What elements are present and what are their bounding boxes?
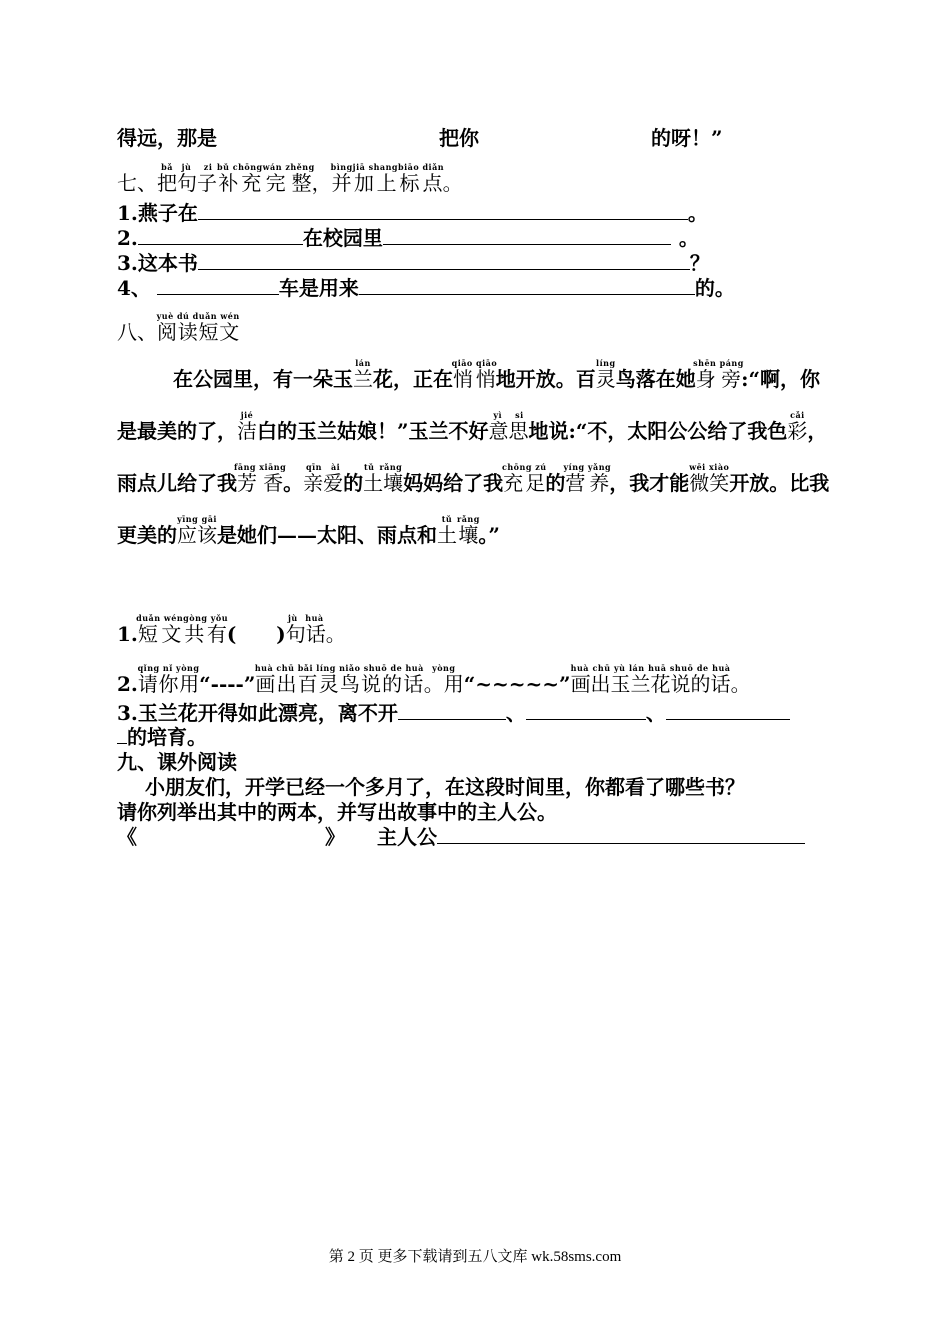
section-9-text-2: 请你列举出其中的两本，并写出故事中的主人公。 xyxy=(117,800,557,824)
answer-blank[interactable] xyxy=(138,226,303,245)
answer-blank[interactable] xyxy=(359,276,695,295)
answer-blank[interactable] xyxy=(198,201,688,220)
reading-passage: 在公园里，有一朵玉兰lán花，正在悄悄qiāo qiāo地开放。百灵líng鸟落在她身旁shēn páng:“啊，你是最美的了，洁jié白的玉兰姑娘！”玉兰不好意思yì si地说:“不，太阳公公给了我色彩cǎi，雨点儿给了我芳香fāng xiāng。亲爱qīn ài的土壤tǔ rǎng妈妈给了我充足chōng zú的营养yíng yǎng，我才能微笑wēi xiào开放。比我更美的应该yīng gāi是她们——太阳、雨点和土tǔ壤rǎng。” xyxy=(117,358,830,547)
question-7-3: 3.这本书 ？ xyxy=(117,251,710,275)
answer-blank[interactable] xyxy=(383,226,671,245)
answer-blank[interactable] xyxy=(666,701,790,720)
answer-blank[interactable] xyxy=(398,701,506,720)
section-8-heading: 八、阅读短文yuè dú duǎn wén xyxy=(117,311,240,344)
answer-blank[interactable] xyxy=(157,276,279,295)
section-9-text-1: 小朋友们，开学已经一个多月了，在这段时间里，你都看了哪些书？ xyxy=(145,775,745,799)
section-7-heading: 七、把bǎ句子jù zi补充bǔ chōng完整wán zhěng，并bìng加上jiā shang标点biāo diǎn。 xyxy=(117,162,463,195)
ruby-word: 把bǎ xyxy=(157,162,177,195)
question-8-2: 2.请你用qǐng nǐ yòng“----”画出百灵鸟说的话huà chū bǎi líng niǎo shuō de huà。用yòng“~~~~~”画出玉兰花说的话huà chū yù lán huā shuō de huà。 xyxy=(117,663,751,696)
answer-blank[interactable] xyxy=(198,251,690,270)
answer-blank[interactable] xyxy=(437,825,805,844)
question-7-1: 1.燕子在 。 xyxy=(117,201,708,225)
continuation-line: 得远，那是 把你 的呀！” xyxy=(117,126,723,150)
book-answer-line: 《 》 主人公 xyxy=(117,824,805,850)
question-8-1: 1.短文duǎn wén共有gòng yǒu( )句话jù huà。 xyxy=(117,613,346,646)
answer-blank[interactable] xyxy=(117,725,127,744)
question-8-3: 3.玉兰花开得如此漂亮，离不开 、 、 xyxy=(117,700,790,726)
question-8-3-cont: 的培育。 xyxy=(117,724,207,750)
question-7-4: 4、 车是用来 的。 xyxy=(117,276,735,300)
page-footer: 第 2 页 更多下载请到五八文库 wk.58sms.com xyxy=(328,1249,622,1265)
section-9-heading: 九、课外阅读 xyxy=(117,750,237,774)
question-7-2: 2. 在校园里 。 xyxy=(117,226,699,250)
answer-blank[interactable] xyxy=(526,701,646,720)
answer-paren[interactable]: ( ) xyxy=(226,622,286,646)
